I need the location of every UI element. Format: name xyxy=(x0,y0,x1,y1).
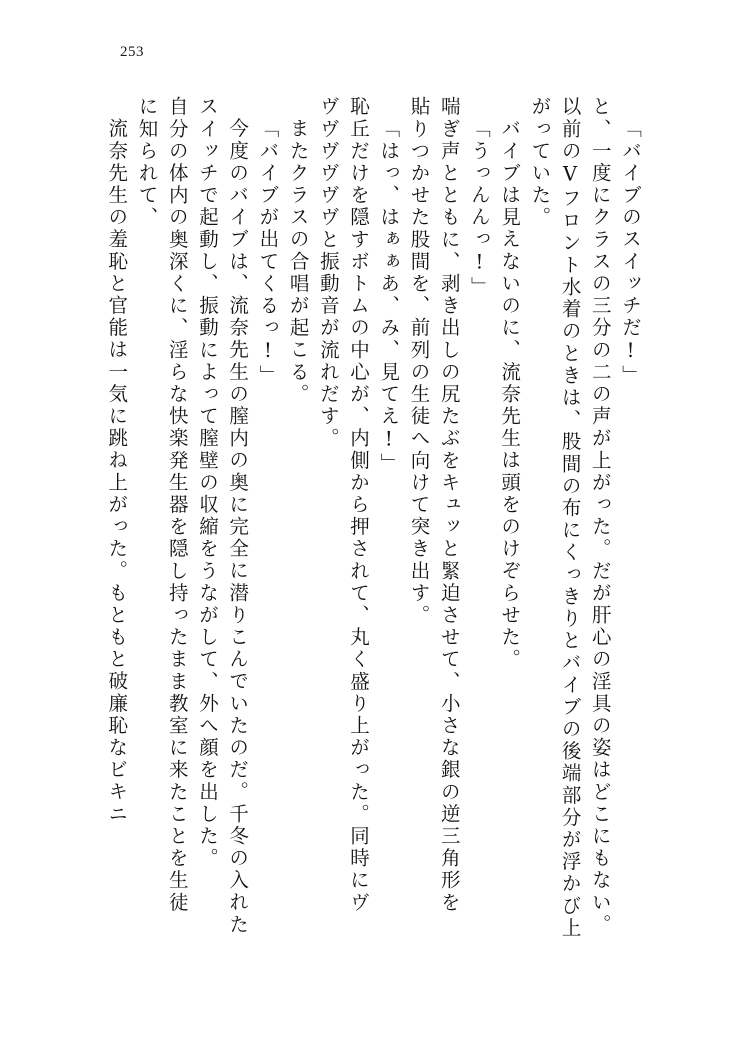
text-line: と、一度にクラスの三分の二の声が上がった。だが肝心の淫具の姿はどこにもない。 xyxy=(588,96,612,936)
text-line: 「バイブが出てくるっ!」 xyxy=(256,118,280,387)
text-line: がっていた。 xyxy=(528,96,552,229)
text-line: ヴヴヴヴヴヴと振動音が流れだす。 xyxy=(316,96,340,450)
text-line: 喘ぎ声とともに、剥き出しの尻たぶをキュッと緊迫させて、小さな銀の逆三角形を xyxy=(437,96,461,914)
text-line: 自分の体内の奥深くに、淫らな快楽発生器を隠し持ったまま教室に来たことを生徒 xyxy=(165,96,189,914)
text-line: 「バイブのスイッチだ!」 xyxy=(619,118,642,387)
text-line: に知られて、 xyxy=(135,96,159,229)
text-line: 恥丘だけを隠すボトムの中心が、内側から押されて、丸く盛り上がった。同時にヴ xyxy=(347,96,371,914)
text-line: 「はっ、はぁぁあ、み、見てえ!」 xyxy=(377,118,401,476)
text-line: 流奈先生の羞恥と官能は一気に跳ね上がった。もともと破廉恥なビキニ xyxy=(105,118,129,826)
text-line: 「うっんんっ!」 xyxy=(467,118,491,299)
body-text-block xyxy=(96,96,640,976)
page-number: 253 xyxy=(120,44,144,60)
text-line: 以前のVフロント水着のときは、股間の布にくっきりとバイブの後端部分が浮かび上 xyxy=(558,96,582,940)
text-line: またクラスの合唱が起こる。 xyxy=(286,118,310,406)
text-line: 今度のバイブは、流奈先生の膣内の奥に完全に潜りこんでいたのだ。千冬の入れた xyxy=(226,118,250,936)
text-line: バイブは見えないのに、流奈先生は頭をのけぞらせた。 xyxy=(498,118,522,671)
text-line: スイッチで起動し、振動によって膣壁の収縮をうながして、外へ顔を出した。 xyxy=(195,96,219,870)
text-line: 貼りつかせた股間を、前列の生徒へ向けて突き出す。 xyxy=(407,96,431,627)
